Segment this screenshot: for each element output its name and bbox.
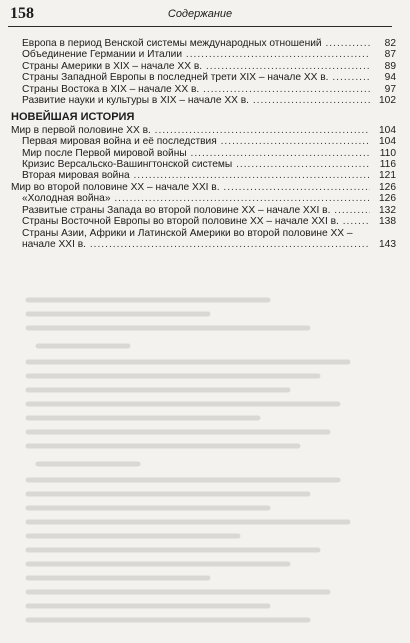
toc-entry xyxy=(11,193,396,204)
toc-entry xyxy=(11,205,396,216)
toc-entry-title: Страны Западной Европы в последней трети XIX – начале XX в. ..... xyxy=(11,72,370,83)
toc-entry-page: 143 xyxy=(379,238,396,250)
toc-entry xyxy=(11,38,396,49)
toc-entry xyxy=(11,61,396,72)
toc-entry-title: Страны Восточной Европы во второй половине XX – начале XXI в. ..... xyxy=(11,216,370,227)
toc-entry-page: 126 xyxy=(379,181,396,193)
toc-entry-title: Первая мировая война и её последствия ..... xyxy=(11,136,370,147)
toc-entry-title: Страны Америки в XIX – начале XX в. ..... xyxy=(11,61,370,72)
toc-entry-page: 121 xyxy=(379,170,396,182)
toc-entry-page: 104 xyxy=(379,136,396,148)
toc-entry-page: 138 xyxy=(379,216,396,228)
toc-entry-title: Кризис Версальско-Вашингтонской системы ..... xyxy=(11,159,370,170)
toc-entry-title: Развитые страны Запада во второй половине XX – начале XXI в. ..... xyxy=(11,205,370,216)
toc-entry xyxy=(11,125,396,136)
toc-entry xyxy=(11,72,396,83)
toc-entry-title: Вторая мировая война ..... xyxy=(11,170,370,181)
toc-entry-page: 87 xyxy=(384,49,396,61)
header-title: Содержание xyxy=(167,8,233,20)
toc-entry-page: 94 xyxy=(384,72,396,84)
toc-entry-title: Страны Азии, Африки и Латинской Америки во второй половине XX – xyxy=(22,227,353,239)
section-heading: НОВЕЙШАЯ ИСТОРИЯ xyxy=(11,111,135,124)
toc-entry-page: 97 xyxy=(384,83,396,95)
toc-entry xyxy=(11,216,396,227)
toc-entry xyxy=(11,84,396,95)
toc-entry xyxy=(11,95,396,106)
show-through-texture xyxy=(8,290,404,643)
toc-entry xyxy=(11,148,396,159)
toc-entry-page: 110 xyxy=(379,147,396,159)
toc-entry-page: 102 xyxy=(379,95,396,107)
toc-entry-title: Мир после Первой мировой войны ..... xyxy=(11,148,370,159)
toc-entry-page: 126 xyxy=(379,193,396,205)
toc-entry xyxy=(11,159,396,170)
toc-entry xyxy=(11,170,396,181)
page-header xyxy=(8,4,392,27)
toc-entry xyxy=(11,49,396,60)
toc-entry-page: 89 xyxy=(384,60,396,72)
toc-entry-title: Объединение Германии и Италии ..... xyxy=(11,49,370,60)
toc-entry-page: 82 xyxy=(384,38,396,49)
toc-entry-page: 104 xyxy=(379,124,396,136)
page-number: 158 xyxy=(10,5,34,22)
toc-entry xyxy=(11,136,396,147)
toc-entry-page: 116 xyxy=(379,159,396,171)
toc-entry-title: «Холодная война» ..... xyxy=(11,193,370,204)
toc-entry xyxy=(11,182,396,193)
toc-entry-title: Европа в период Венской системы международных отношений ..... xyxy=(11,38,370,49)
table-of-contents xyxy=(11,38,396,250)
toc-entry-title: Развитие науки и культуры в XIX – начале XX в. ..... xyxy=(11,95,370,106)
toc-entry-title: Мир в первой половине XX в. ..... xyxy=(11,125,370,136)
toc-entry xyxy=(11,239,396,250)
toc-entry-page: 132 xyxy=(379,204,396,216)
toc-entry-title: начале XXI в. ..... xyxy=(11,239,370,250)
toc-entry-title: Страны Востока в XIX – начале XX в. ..... xyxy=(11,84,370,95)
toc-entry-title: Мир во второй половине XX – начале XXI в. ..... xyxy=(11,182,370,193)
toc-entry-line xyxy=(11,228,396,239)
